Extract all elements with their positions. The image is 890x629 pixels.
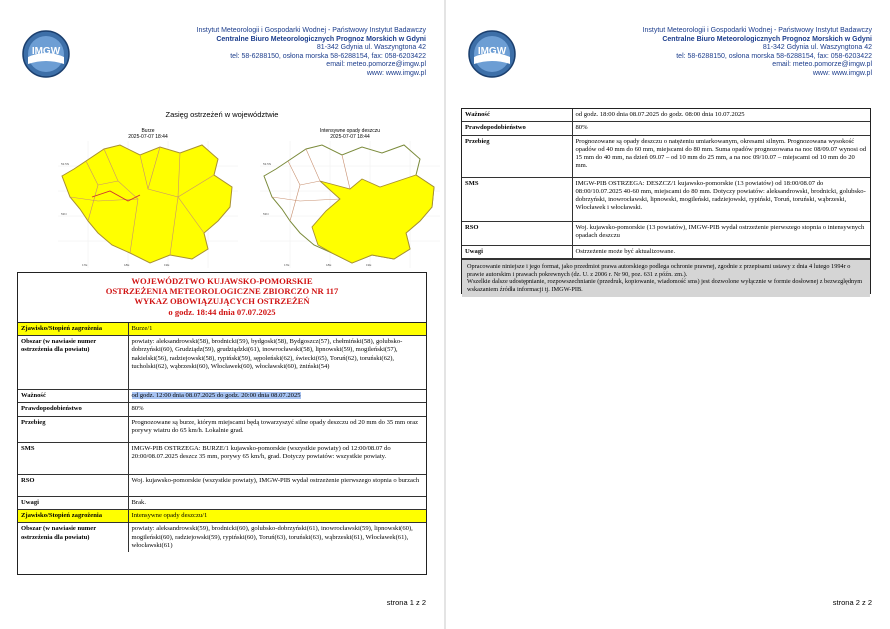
table-row: Prawdopodobieństwo 80% [18, 403, 426, 416]
storm-map-image [58, 141, 238, 268]
rain-map-image [260, 141, 440, 268]
warning-2-area: powiaty: aleksandrowski(59), brodnicki(60), golubsko-dobrzyński(61), inowrocławski(59), lipnowski(60), mogileński(60), radziejowski(59), rypiński(60), Toruń(63), toruński(63), wąbrzeski(61), Włocławek(61), włocławski(61) [131, 525, 413, 549]
svg-text:18E: 18E [326, 263, 332, 267]
bureau-name: Centralne Biuro Meteorologicznych Prognoz Morskich w Gdyni [216, 35, 426, 43]
copyright-paragraph-2: Wszelkie dalsze udostępnianie, rozpowszechnianie (przedruk, kopiowanie, wiadomość sms) jest dozwolone wyłącznie w formie dosłownej z bezwzględnym wskazaniem źródła informacji tj. IMGW-PIB. [467, 278, 863, 294]
warning-type: Burze/1 [128, 323, 426, 336]
rain-map-name: Intensywne opady deszczu [319, 128, 381, 134]
table-row: Ważność od godz. 12:00 dnia 08.07.2025 do godz. 20:00 dnia 08.07.2025 [18, 390, 426, 403]
phone: tel: 58-6288150, osłona morska 58-6288154, fax: 058-6203422 [230, 52, 426, 60]
warning-2-notes: Ostrzeżenie może być aktualizowane. [572, 245, 870, 258]
warning-sms: IMGW-PIB OSTRZEGA: BURZE/1 kujawsko-pomorskie (wszystkie powiaty) od 12:00/08.07 do 20:00/08.07.2025 deszcz 35 mm, porywy 65 km/h, grad. Dotyczy powiatów: wszystkie powiaty. [128, 442, 426, 474]
warning-validity[interactable]: od godz. 12:00 dnia 08.07.2025 do godz. 20:00 dnia 08.07.2025 [131, 392, 301, 400]
logo-text: IMGW [31, 46, 61, 57]
storm-map [58, 128, 238, 268]
page-number: strona 1 z 2 [386, 598, 426, 607]
institute-header [552, 27, 872, 79]
warning-2-rso: Woj. kujawsko-pomorskie (13 powiatów), IMGW-PIB wydał ostrzeżenie pierwszego stopnia o intensywnych opadach deszczu [572, 221, 870, 245]
report-number: OSTRZEŻENIA METEOROLOGICZNE ZBIORCZO NR 117 [105, 286, 339, 297]
table-row: Przebieg Prognozowane są opady deszczu o natężeniu umiarkowanym, okresami silnym. Prognozowana wysokość opadów od 40 mm do 60 mm, miejscami do 80 mm. Suma opadów prognozowana na noc 08/09.07 wynosi od 15 mm do 40 mm, na dzień 09.07 – od 10 mm do 25 mm, a na noc 09/10.07 – miejscami od 10 mm do 20 mm. [462, 135, 870, 177]
warning-2-validity: od godz. 18:00 dnia 08.07.2025 do godz. 08:00 dnia 10.07.2025 [572, 109, 870, 122]
report-heading [18, 273, 426, 323]
imgw-logo [22, 30, 70, 78]
warning-notes: Brak. [128, 496, 426, 509]
warning-report [17, 272, 427, 575]
warning-2-continued [461, 108, 871, 294]
table-row: SMS IMGW-PIB OSTRZEGA: BURZE/1 kujawsko-pomorskie (wszystkie powiaty) od 12:00/08.07 do 20:00/08.07.2025 deszcz 35 mm, porywy 65 km/h, grad. Dotyczy powiatów: wszystkie powiaty. [18, 442, 426, 474]
table-row: Zjawisko/Stopień zagrożenia Burze/1 [18, 323, 426, 336]
logo-text: IMGW [477, 46, 507, 57]
website[interactable]: www: www.imgw.pl [366, 69, 426, 77]
warning-1-table [18, 323, 426, 552]
warning-rso: Woj. kujawsko-pomorskie (wszystkie powiaty), IMGW-PIB wydał ostrzeżenie pierwszego stopnia o burzach [128, 474, 426, 496]
svg-text:53.5N: 53.5N [263, 162, 272, 166]
warning-2-type: Intensywne opady deszczu/1 [128, 510, 426, 523]
storm-map-name: Burze [141, 128, 155, 134]
table-row: RSO Woj. kujawsko-pomorskie (wszystkie powiaty), IMGW-PIB wydał ostrzeżenie pierwszego stopnia o burzach [18, 474, 426, 496]
warning-course: Prognozowane są burze, którym miejscami będą towarzyszyć silne opady deszczu od 20 mm do 35 mm oraz porywy wiatru do 65 km/h. Lokalnie grad. [128, 416, 426, 442]
table-row: Uwagi Brak. [18, 496, 426, 509]
table-row: SMS IMGW-PIB OSTRZEGA: DESZCZ/1 kujawsko-pomorskie (13 powiatów) od 18:00/08.07 do 08:00/10.07.2025 40-60 mm, miejscami do 80 mm. Dotyczy powiatów: aleksandrowski, brodnicki, golubsko-dobrzyński, inowrocławski, lipnowski, mogileński, radziejowski, rypiński, Toruń, toruński, wąbrzeski, Włocławek i włocławski. [462, 177, 870, 221]
document-page-2 [446, 0, 890, 629]
email[interactable]: email: meteo.pomorze@imgw.pl [326, 61, 426, 69]
maps-title: Zasięg ostrzeżeń w województwie [165, 110, 279, 119]
copyright-paragraph-1: Opracowanie niniejsze i jego format, jako przedmiot prawa autorskiego podlega ochronie prawnej, zgodnie z przepisami ustawy z dnia 4 lutego 1994r o prawie autorskim i prawach pokrewnych (dz. U. z 2006 r. Nr 90, poz. 631 z późn. zm.). [467, 262, 851, 278]
institute-name: Instytut Meteorologii i Gospodarki Wodnej - Państwowy Instytut Badawczy [642, 27, 872, 34]
svg-text:53N: 53N [263, 212, 269, 216]
svg-text:18E: 18E [124, 263, 130, 267]
warning-2-sms: IMGW-PIB OSTRZEGA: DESZCZ/1 kujawsko-pomorskie (13 powiatów) od 18:00/08.07 do 08:00/10.07.2025 40-60 mm, miejscami do 80 mm. Dotyczy powiatów: aleksandrowski, brodnicki, golubsko-dobrzyński, inowrocławski, lipnowski, mogileński, radziejowski, rypiński, Toruń, toruński, wąbrzeski, Włocławek i włocławski. [572, 177, 870, 221]
svg-text:19E: 19E [164, 263, 170, 267]
page-number: strona 2 z 2 [832, 598, 872, 607]
document-page-1 [0, 0, 444, 629]
table-row: Przebieg Prognozowane są burze, którym miejscami będą towarzyszyć silne opady deszczu od 20 mm do 35 mm oraz porywy wiatru do 65 km/h. Lokalnie grad. [18, 416, 426, 442]
svg-text:19E: 19E [366, 263, 372, 267]
warning-area: powiaty: aleksandrowski(58), brodnicki(59), bydgoski(58), Bydgoszcz(57), chełmiński(58), golubsko-dobrzyński(60), Grudziądz(59), grudziądzki(61), inowrocławski(58), lipnowski(59), mogileński(57), nakielski(56), radziejowski(58), rypiński(59), sępoleński(62), świecki(65), Toruń(62), toruński(62), tucholski(62), wąbrzeski(60), Włocławek(60), włocławski(60), żniński(54) [128, 336, 426, 390]
institute-name: Instytut Meteorologii i Gospodarki Wodnej - Państwowy Instytut Badawczy [196, 27, 426, 34]
table-row: RSO Woj. kujawsko-pomorskie (13 powiatów), IMGW-PIB wydał ostrzeżenie pierwszego stopnia o intensywnych opadach deszczu [462, 221, 870, 245]
svg-text:17E: 17E [284, 263, 290, 267]
svg-text:17E: 17E [82, 263, 88, 267]
svg-text:53.5N: 53.5N [61, 162, 70, 166]
warning-2-course: Prognozowane są opady deszczu o natężeniu umiarkowanym, okresami silnym. Prognozowana wysokość opadów od 40 mm do 60 mm, miejscami do 80 mm. Suma opadów prognozowana na noc 08/09.07 wynosi od 15 mm do 40 mm, na dzień 09.07 – od 10 mm do 25 mm, a na noc 09/10.07 – miejscami od 10 mm do 20 mm. [572, 135, 870, 177]
table-row: Obszar (w nawiasie numer ostrzeżenia dla powiatu) powiaty: aleksandrowski(58), brodnicki(59), bydgoski(58), Bydgoszcz(57), chełmiński(58), golubsko-dobrzyński(60), Grudziądz(59), grudziądzki(61), inowrocławski(58), lipnowski(59), mogileński(57), nakielski(56), radziejowski(58), rypiński(59), sępoleński(62), świecki(65), Toruń(62), toruński(62), tucholski(62), wąbrzeski(60), Włocławek(60), włocławski(60), żniński(54) [18, 336, 426, 390]
address: 81-342 Gdynia ul. Waszyngtona 42 [316, 44, 426, 52]
bureau-name: Centralne Biuro Meteorologicznych Prognoz Morskich w Gdyni [662, 35, 872, 43]
warning-2-probability: 80% [572, 122, 870, 135]
table-row: Prawdopodobieństwo 80% [462, 122, 870, 135]
storm-map-date: 2025-07-07 18:44 [128, 134, 168, 140]
website[interactable]: www: www.imgw.pl [812, 69, 872, 77]
warning-2-table [462, 109, 870, 259]
address: 81-342 Gdynia ul. Waszyngtona 42 [762, 44, 872, 52]
table-row: Obszar (w nawiasie numer ostrzeżenia dla powiatu) powiaty: aleksandrowski(59), brodnicki(60), golubsko-dobrzyński(61), inowrocławski(59), lipnowski(60), mogileński(60), radziejowski(59), rypiński(60), Toruń(63), toruński(63), wąbrzeski(61), Włocławek(61), włocławski(61) [18, 523, 426, 552]
report-time: o godz. 18:44 dnia 07.07.2025 [168, 306, 276, 317]
table-row: Zjawisko/Stopień zagrożenia Intensywne opady deszczu/1 [18, 510, 426, 523]
warning-probability: 80% [128, 403, 426, 416]
rain-map-date: 2025-07-07 18:44 [330, 134, 370, 140]
phone: tel: 58-6288150, osłona morska 58-6288154, fax: 058-6203422 [676, 52, 872, 60]
report-region: WOJEWÓDZTWO KUJAWSKO-POMORSKIE [131, 276, 313, 286]
svg-text:53N: 53N [61, 212, 67, 216]
rain-map [260, 128, 440, 268]
imgw-logo [468, 30, 516, 78]
table-row: Uwagi Ostrzeżenie może być aktualizowane. [462, 245, 870, 258]
copyright-note [462, 259, 870, 297]
table-row: Ważność od godz. 18:00 dnia 08.07.2025 do godz. 08:00 dnia 10.07.2025 [462, 109, 870, 122]
institute-header [106, 27, 426, 79]
report-list-title: WYKAZ OBOWIĄZUJĄCYCH OSTRZEŻEŃ [134, 296, 310, 307]
email[interactable]: email: meteo.pomorze@imgw.pl [772, 61, 872, 69]
